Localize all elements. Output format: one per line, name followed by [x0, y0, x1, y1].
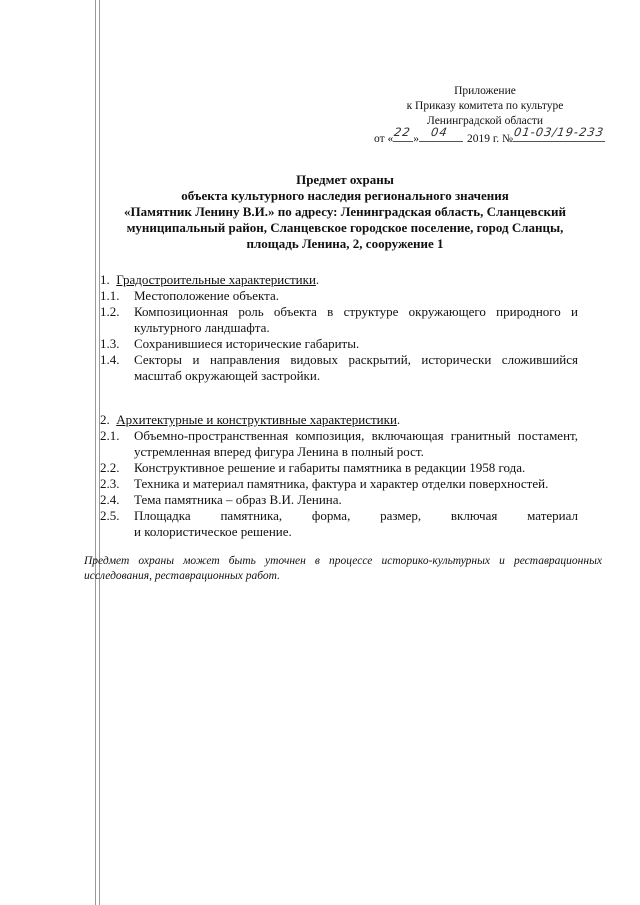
appendix-header: [360, 84, 610, 147]
list-item-2-4: [100, 492, 578, 508]
section-1-title-end: .: [315, 272, 320, 287]
item-num: 1.3.: [100, 336, 120, 351]
item-num: 2.3.: [100, 476, 120, 491]
section-2-num: 2.: [100, 412, 110, 427]
section-1-title-text: Градостроительные характеристики: [116, 272, 316, 287]
item-text: Секторы и направления видовых раскрытий, исторически сложившийся масштаб окружающей застройки.: [134, 352, 578, 383]
item-text: Конструктивное решение и габариты памятника в редакции 1958 года.: [134, 460, 526, 475]
item-text: Объемно-пространственная композиция, включающая гранитный постамент, устремленная вперед фигура Ленина в полный рост.: [134, 428, 578, 459]
item-num: 2.4.: [100, 492, 120, 507]
date-prefix: от «: [374, 133, 394, 145]
item-num: 2.1.: [100, 428, 120, 443]
list-item-2-1: [100, 428, 578, 460]
document-title: [90, 172, 600, 252]
margin-line-left: [95, 0, 96, 905]
list-item-2-3: [100, 476, 578, 492]
day-field: [393, 125, 413, 142]
section-2-title-end: .: [396, 412, 401, 427]
section-1: [100, 272, 578, 384]
title-line-5: площадь Ленина, 2, сооружение 1: [246, 236, 444, 251]
section-2-title-text: Архитектурные и конструктивные характеристики: [116, 412, 397, 427]
title-line-3: «Памятник Ленину В.И.» по адресу: Ленинградская область, Сланцевский: [124, 204, 566, 219]
list-item-1-4: [100, 352, 578, 384]
section-1-num: 1.: [100, 272, 110, 287]
appendix-date-line: [360, 125, 610, 147]
list-item-2-2: [100, 460, 578, 476]
item-text: Сохранившиеся исторические габариты.: [134, 336, 360, 351]
appendix-line-2: к Приказу комитета по культуре: [406, 100, 564, 112]
item-text: Тема памятника – образ В.И. Ленина.: [134, 492, 342, 507]
list-item-1-1: [100, 288, 578, 304]
item-num: 2.2.: [100, 460, 120, 475]
item-text-line-1: Площадка памятника, форма, размер, включая материал: [134, 508, 578, 523]
month-handwritten: 04: [430, 125, 449, 139]
appendix-line-3: Ленинградской области: [426, 115, 544, 127]
number-field: [513, 125, 606, 142]
section-2: [100, 412, 578, 540]
number-handwritten: 01-03/19-233: [513, 125, 606, 139]
day-handwritten: 22: [393, 125, 412, 139]
title-line-2: объекта культурного наследия регионального значения: [181, 188, 509, 203]
item-text: Композиционная роль объекта в структуре окружающего природного и культурного ландшафта.: [134, 304, 578, 335]
section-2-title: [100, 412, 578, 428]
date-year: 2019 г. №: [467, 133, 514, 145]
title-line-1: Предмет охраны: [296, 172, 394, 187]
item-text: [134, 508, 578, 540]
title-line-4: муниципальный район, Сланцевское городское поселение, город Сланцы,: [126, 220, 564, 235]
date-mid: »: [413, 133, 419, 145]
item-text-line-2: и колористическое решение.: [134, 524, 292, 539]
item-num: 2.5.: [100, 508, 120, 523]
footnote: Предмет охраны может быть уточнен в процессе историко-культурных и реставрационных исследования, реставрационных работ.: [84, 555, 602, 582]
item-num: 1.2.: [100, 304, 120, 319]
list-item-1-3: [100, 336, 578, 352]
section-1-title: [100, 272, 578, 288]
appendix-line-1: Приложение: [454, 85, 516, 97]
month-field: [419, 125, 463, 142]
item-text: Техника и материал памятника, фактура и характер отделки поверхностей.: [134, 476, 549, 491]
item-text: Местоположение объекта.: [134, 288, 280, 303]
list-item-2-5: [100, 508, 578, 540]
item-num: 1.4.: [100, 352, 120, 367]
item-num: 1.1.: [100, 288, 120, 303]
list-item-1-2: [100, 304, 578, 336]
